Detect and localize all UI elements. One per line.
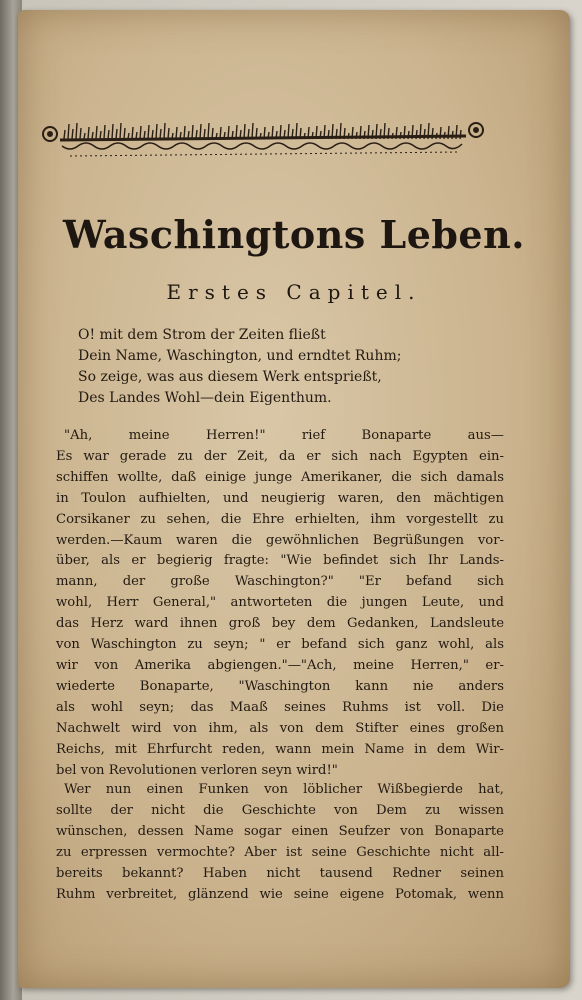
text-line: bereits bekannt? Haben nicht tausend Redner seinen [56,865,504,881]
text-line: sollte der nicht die Geschichte von Dem zu wissen [56,802,504,818]
text-line: werden.—Kaum waren die gewöhnlichen Begrüßungen vor- [56,532,504,548]
page-title: Waschingtons Leben. [63,212,525,257]
text-line: Corsikaner zu sehen, die Ehre erhielten, ihm vorgestellt zu [56,511,504,527]
text-line: über, als er begierig fragte: "Wie befindet sich Ihr Lands- [56,553,504,569]
text-line: mann, der große Waschington?" "Er befand sich [56,574,504,590]
text-line: in Toulon aufhielten, und neugierig waren, den mächtigen [56,490,504,506]
text-line: Ruhm verbreitet, glänzend wie seine eigene Potomak, wenn [56,886,504,902]
decorative-border-icon [40,112,486,164]
text-line: als wohl seyn; das Maaß seines Ruhms ist voll. Die [56,699,504,715]
verse-line: O! mit dem Strom der Zeiten fließt [78,327,326,343]
text-line: Es war gerade zu der Zeit, da er sich nach Egypten ein- [56,448,504,464]
chapter-heading: Erstes Capitel. [166,280,422,304]
text-line: das Herz ward ihnen groß bey dem Gedanken, Landsleute [56,616,504,632]
verse-line: So zeige, was aus diesem Werk entsprießt, [78,369,382,385]
text-line: von Waschington zu seyn; " er befand sich ganz wohl, als [56,637,504,653]
text-line: wiederte Bonaparte, "Waschington kann nie anders [56,678,504,694]
text-line: Wer nun einen Funken von löblicher Wißbegierde hat, [64,782,504,797]
paragraph-2 [56,780,504,905]
verse-line: Des Landes Wohl—dein Eigenthum. [78,390,332,406]
epigraph-verse [78,325,458,409]
text-line: wohl, Herr General," antworteten die jungen Leute, und [56,595,504,611]
text-line: Reichs, mit Ehrfurcht reden, wann mein Name in dem Wir- [56,741,504,757]
verse-line: Dein Name, Waschington, und erndtet Ruhm; [78,348,402,364]
text-line: schiffen wollte, daß einige junge Amerikaner, die sich damals [56,469,504,485]
paragraph-1 [56,426,504,781]
text-line: "Ah, meine Herren!" rief Bonaparte aus— [64,428,504,443]
text-line: Nachwelt wird von ihm, als von dem Stifter eines großen [56,720,504,736]
text-line: zu erpressen vermochte? Aber ist seine Geschichte nicht all- [56,844,504,860]
text-line: wir von Amerika abgiengen."—"Ach, meine Herren," er- [56,657,504,673]
text-line: bel von Revolutionen verloren seyn wird!" [56,762,338,778]
text-line: wünschen, dessen Name sogar einen Seufzer von Bonaparte [56,823,504,839]
